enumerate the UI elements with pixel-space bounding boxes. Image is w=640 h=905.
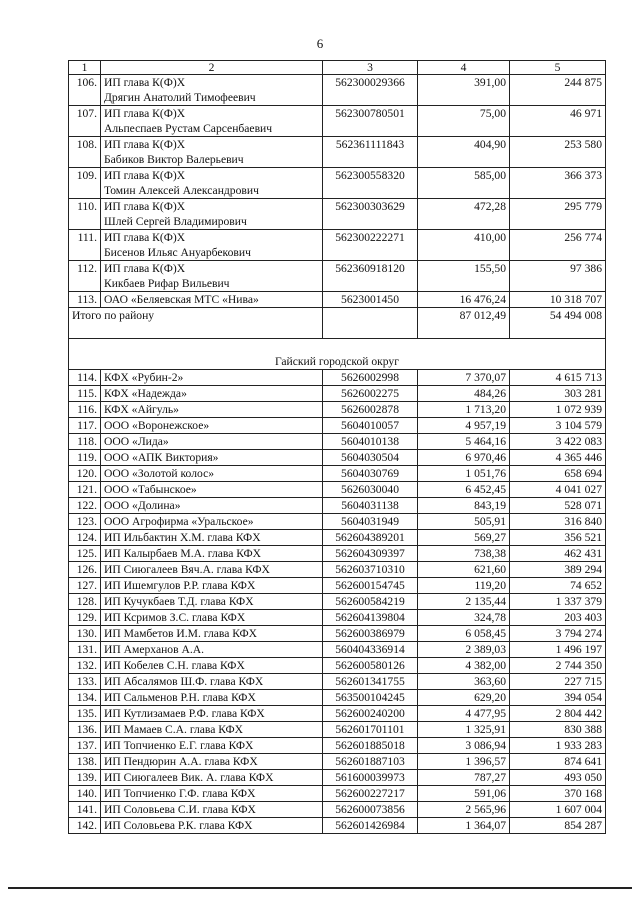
entity-name: ИП Топчиенко Г.Ф. глава КФХ [101,786,323,802]
section-title: Гайский городской округ [69,339,606,370]
data-table [68,60,606,834]
table-row [69,466,606,482]
amount-value: 97 386 [510,261,606,292]
amount-value: 10 318 707 [510,292,606,308]
inn: 562601341755 [323,674,418,690]
area-value: 1 325,91 [418,722,510,738]
inn: 561600039973 [323,770,418,786]
table-row [69,706,606,722]
inn: 5604031138 [323,498,418,514]
row-number: 137. [69,738,101,754]
entity-name [101,199,323,230]
amount-value: 462 431 [510,546,606,562]
amount-value: 316 840 [510,514,606,530]
row-number: 115. [69,386,101,402]
entity-type: ИП глава К(Ф)Х [104,169,186,182]
table-row [69,642,606,658]
entity-person: Бабиков Виктор Валерьевич [104,153,244,166]
table-row [69,818,606,834]
amount-value: 256 774 [510,230,606,261]
entity-person: Альпеспаев Рустам Сарсенбаевич [104,122,273,135]
entity-name: ИП Кобелев С.Н. глава КФХ [101,658,323,674]
inn: 562600584219 [323,594,418,610]
header-row [69,61,606,75]
amount-value: 74 652 [510,578,606,594]
row-number: 108. [69,137,101,168]
table-row [69,770,606,786]
table-row [69,230,606,261]
inn: 5604010057 [323,418,418,434]
entity-name: ИП Соловьева С.И. глава КФХ [101,802,323,818]
inn: 5626002878 [323,402,418,418]
total-amount: 54 494 008 [510,308,606,339]
row-number: 106. [69,75,101,106]
entity-name: ОАО «Беляевская МТС «Нива» [101,292,323,308]
inn: 5604010138 [323,434,418,450]
inn: 562300029366 [323,75,418,106]
amount-value: 253 580 [510,137,606,168]
inn: 562300222271 [323,230,418,261]
area-value: 6 058,45 [418,626,510,642]
entity-name: ООО «Воронежское» [101,418,323,434]
entity-person: Кикбаев Рифар Вильевич [104,277,230,290]
table-row [69,562,606,578]
table-row [69,402,606,418]
entity-name: ИП Кучукбаев Т.Д. глава КФХ [101,594,323,610]
area-value: 1 396,57 [418,754,510,770]
amount-value: 874 641 [510,754,606,770]
amount-value: 389 294 [510,562,606,578]
header-cell: 3 [323,61,418,75]
entity-name: ООО «Лида» [101,434,323,450]
entity-name: КФХ «Айгуль» [101,402,323,418]
area-value: 621,60 [418,562,510,578]
amount-value: 3 794 274 [510,626,606,642]
header-cell: 1 [69,61,101,75]
inn: 5604030504 [323,450,418,466]
area-value: 1 713,20 [418,402,510,418]
table-row [69,802,606,818]
table-row [69,434,606,450]
amount-value: 394 054 [510,690,606,706]
entity-name [101,168,323,199]
row-number: 131. [69,642,101,658]
table-row [69,674,606,690]
area-value: 155,50 [418,261,510,292]
amount-value: 2 804 442 [510,706,606,722]
row-number: 128. [69,594,101,610]
header-cell: 2 [101,61,323,75]
row-number: 109. [69,168,101,199]
header-cell: 4 [418,61,510,75]
entity-type: ИП глава К(Ф)Х [104,262,186,275]
inn: 5626002275 [323,386,418,402]
entity-name: ООО Агрофирма «Уральское» [101,514,323,530]
entity-type: ИП глава К(Ф)Х [104,76,186,89]
row-number: 116. [69,402,101,418]
table-row [69,578,606,594]
row-number: 110. [69,199,101,230]
row-number: 139. [69,770,101,786]
area-value: 843,19 [418,498,510,514]
table-row [69,738,606,754]
area-value: 738,38 [418,546,510,562]
area-value: 505,91 [418,514,510,530]
area-value: 472,28 [418,199,510,230]
inn: 560404336914 [323,642,418,658]
amount-value: 1 607 004 [510,802,606,818]
amount-value: 3 104 579 [510,418,606,434]
amount-value: 4 365 446 [510,450,606,466]
table-row [69,786,606,802]
entity-name [101,137,323,168]
entity-name: ИП Мамбетов И.М. глава КФХ [101,626,323,642]
area-value: 4 477,95 [418,706,510,722]
table-row [69,386,606,402]
table-row [69,482,606,498]
amount-value: 227 715 [510,674,606,690]
area-value: 2 389,03 [418,642,510,658]
entity-name: ИП Топчиенко Е.Г. глава КФХ [101,738,323,754]
entity-name: КФХ «Надежда» [101,386,323,402]
amount-value: 366 373 [510,168,606,199]
area-value: 391,00 [418,75,510,106]
table-body [69,61,606,834]
inn: 562600227217 [323,786,418,802]
inn: 562600154745 [323,578,418,594]
entity-name: ИП Ксримов З.С. глава КФХ [101,610,323,626]
area-value: 2 565,96 [418,802,510,818]
entity-name: ИП Сальменов Р.Н. глава КФХ [101,690,323,706]
entity-name: ИП Ильбактин Х.М. глава КФХ [101,530,323,546]
table-row [69,626,606,642]
section-row [69,339,606,370]
row-number: 136. [69,722,101,738]
entity-name [101,261,323,292]
area-value: 7 370,07 [418,370,510,386]
table-row [69,546,606,562]
area-value: 569,27 [418,530,510,546]
inn: 562300303629 [323,199,418,230]
area-value: 591,06 [418,786,510,802]
entity-person: Бисенов Ильяс Ануарбекович [104,246,251,259]
row-number: 107. [69,106,101,137]
table-row [69,168,606,199]
amount-value: 4 615 713 [510,370,606,386]
inn: 562604389201 [323,530,418,546]
total-area: 87 012,49 [418,308,510,339]
entity-name: КФХ «Рубин-2» [101,370,323,386]
amount-value: 203 403 [510,610,606,626]
amount-value: 356 521 [510,530,606,546]
entity-type: ИП глава К(Ф)Х [104,107,186,120]
row-number: 125. [69,546,101,562]
entity-type: ИП глава К(Ф)Х [104,200,186,213]
table-row [69,370,606,386]
inn: 562361111843 [323,137,418,168]
area-value: 6 452,45 [418,482,510,498]
inn: 562601885018 [323,738,418,754]
entity-name: ООО «Золотой колос» [101,466,323,482]
inn: 5604031949 [323,514,418,530]
table-row [69,261,606,292]
row-number: 134. [69,690,101,706]
row-number: 140. [69,786,101,802]
row-number: 138. [69,754,101,770]
empty-cell [323,308,418,339]
row-number: 133. [69,674,101,690]
area-value: 324,78 [418,610,510,626]
entity-name: ИП Калырбаев М.А. глава КФХ [101,546,323,562]
entity-person: Томин Алексей Александрович [104,184,259,197]
table-row [69,292,606,308]
amount-value: 2 744 350 [510,658,606,674]
inn: 562601426984 [323,818,418,834]
amount-value: 1 933 283 [510,738,606,754]
row-number: 126. [69,562,101,578]
table-row [69,722,606,738]
row-number: 114. [69,370,101,386]
entity-type: ИП глава К(Ф)Х [104,231,186,244]
area-value: 410,00 [418,230,510,261]
entity-name: ООО «Долина» [101,498,323,514]
inn: 562600073856 [323,802,418,818]
table-row [69,690,606,706]
area-value: 4 957,19 [418,418,510,434]
row-number: 123. [69,514,101,530]
inn: 562600240200 [323,706,418,722]
area-value: 404,90 [418,137,510,168]
inn: 562300558320 [323,168,418,199]
entity-name [101,230,323,261]
inn: 562604309397 [323,546,418,562]
entity-person: Дрягин Анатолий Тимофеевич [104,91,256,104]
table-row [69,418,606,434]
area-value: 3 086,94 [418,738,510,754]
row-number: 142. [69,818,101,834]
header-cell: 5 [510,61,606,75]
entity-name: ИП Сиюгалеев Вяч.А. глава КФХ [101,562,323,578]
table-row [69,610,606,626]
amount-value: 46 971 [510,106,606,137]
entity-name: ИП Кутлизамаев Р.Ф. глава КФХ [101,706,323,722]
table-row [69,106,606,137]
row-number: 119. [69,450,101,466]
entity-name: ИП Соловьева Р.К. глава КФХ [101,818,323,834]
row-number: 111. [69,230,101,261]
area-value: 75,00 [418,106,510,137]
entity-person: Шлей Сергей Владимирович [104,215,247,228]
amount-value: 493 050 [510,770,606,786]
entity-name [101,75,323,106]
table-row [69,137,606,168]
inn: 562360918120 [323,261,418,292]
area-value: 119,20 [418,578,510,594]
inn: 562600580126 [323,658,418,674]
amount-value: 1 337 379 [510,594,606,610]
row-number: 122. [69,498,101,514]
area-value: 4 382,00 [418,658,510,674]
row-number: 113. [69,292,101,308]
entity-name: ИП Пендюрин А.А. глава КФХ [101,754,323,770]
inn: 563500104245 [323,690,418,706]
entity-name: ИП Ишемгулов Р.Р. глава КФХ [101,578,323,594]
row-number: 130. [69,626,101,642]
area-value: 2 135,44 [418,594,510,610]
row-number: 135. [69,706,101,722]
amount-value: 370 168 [510,786,606,802]
amount-value: 1 496 197 [510,642,606,658]
table-row [69,658,606,674]
inn: 5626002998 [323,370,418,386]
row-number: 112. [69,261,101,292]
inn: 5604030769 [323,466,418,482]
amount-value: 244 875 [510,75,606,106]
total-label: Итого по району [69,308,323,339]
table-row [69,594,606,610]
row-number: 121. [69,482,101,498]
inn: 562601887103 [323,754,418,770]
entity-name: ООО «АПК Виктория» [101,450,323,466]
entity-name: ИП Абсалямов Ш.Ф. глава КФХ [101,674,323,690]
row-number: 120. [69,466,101,482]
amount-value: 528 071 [510,498,606,514]
inn: 562601701101 [323,722,418,738]
table-row [69,498,606,514]
row-number: 124. [69,530,101,546]
table-row [69,754,606,770]
table-row [69,514,606,530]
row-number: 129. [69,610,101,626]
inn: 562300780501 [323,106,418,137]
amount-value: 1 072 939 [510,402,606,418]
row-number: 127. [69,578,101,594]
entity-name [101,106,323,137]
row-number: 118. [69,434,101,450]
inn: 5623001450 [323,292,418,308]
table-row [69,450,606,466]
area-value: 5 464,16 [418,434,510,450]
row-number: 141. [69,802,101,818]
bottom-rule [8,887,632,889]
amount-value: 830 388 [510,722,606,738]
area-value: 629,20 [418,690,510,706]
area-value: 1 051,76 [418,466,510,482]
amount-value: 303 281 [510,386,606,402]
entity-name: ООО «Табынское» [101,482,323,498]
amount-value: 3 422 083 [510,434,606,450]
amount-value: 854 287 [510,818,606,834]
area-value: 585,00 [418,168,510,199]
inn: 5626030040 [323,482,418,498]
amount-value: 4 041 027 [510,482,606,498]
amount-value: 295 779 [510,199,606,230]
inn: 562604139804 [323,610,418,626]
entity-type: ИП глава К(Ф)Х [104,138,186,151]
total-row [69,308,606,339]
table-row [69,199,606,230]
entity-name: ИП Сиюгалеев Вик. А. глава КФХ [101,770,323,786]
area-value: 484,26 [418,386,510,402]
page-number: 6 [316,36,324,51]
inn: 562603710310 [323,562,418,578]
area-value: 6 970,46 [418,450,510,466]
table-row [69,530,606,546]
area-value: 16 476,24 [418,292,510,308]
area-value: 363,60 [418,674,510,690]
row-number: 132. [69,658,101,674]
area-value: 787,27 [418,770,510,786]
entity-name: ИП Амерханов А.А. [101,642,323,658]
entity-name: ИП Мамаев С.А. глава КФХ [101,722,323,738]
row-number: 117. [69,418,101,434]
table-row [69,75,606,106]
area-value: 1 364,07 [418,818,510,834]
amount-value: 658 694 [510,466,606,482]
inn: 562600386979 [323,626,418,642]
